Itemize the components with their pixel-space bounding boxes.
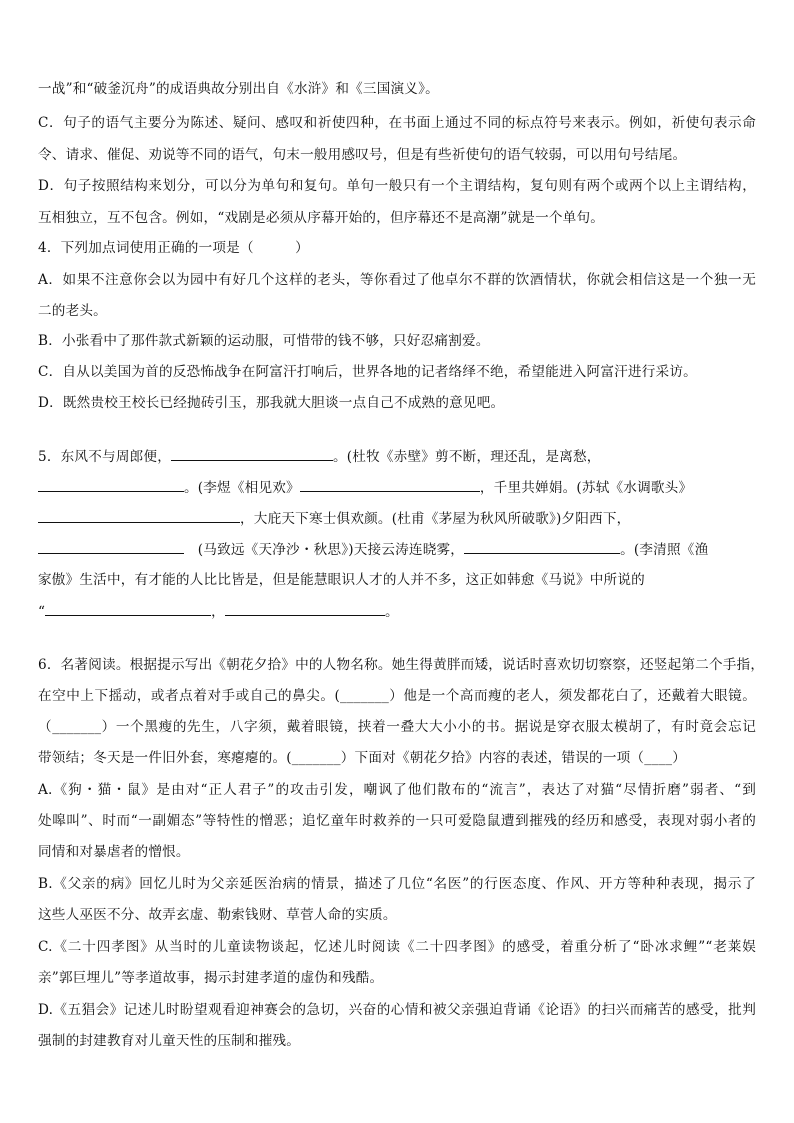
text-segment: 。(杜牧《赤壁》剪不断，理还乱，是离愁， [333, 449, 601, 465]
text-segment: 5．东风不与周郎便， [38, 449, 171, 465]
question-4-title: 4．下列加点词使用正确的一项是（ ） [38, 240, 309, 256]
text-line: 令、请求、催促、劝说等不同的语气，句末一般用感叹号，但是有些祈使句的语气较弱，可以用句号结尾。 [38, 147, 687, 163]
answer-blank[interactable] [38, 540, 184, 554]
question-6-line-2: 在空中上下摇动，或者点着对手或自己的鼻尖。(_______）他是一个高而瘦的老人，须发都花白了，还戴着大眼镜。 [38, 688, 756, 704]
question-5-line-2 [38, 478, 692, 497]
option-b-line: B．小张看中了那件款式新颖的运动服，可惜带的钱不够，只好忍痛割爱。 [38, 333, 490, 349]
option-a-line: A.《狗・猫・鼠》是由对“正人君子”的攻击引发，嘲讽了他们散布的“流言”，表达了对猫“尽情折磨”弱者、“到 [38, 782, 756, 798]
text-segment: 。(李清照《渔 [620, 542, 709, 558]
option-a-line: A．如果不注意你会以为园中有好几个这样的老头，等你看过了他卓尔不群的饮酒情状，你就会相信这是一个独一无 [38, 272, 756, 288]
answer-blank[interactable] [38, 509, 240, 523]
option-d-line: D．句子按照结构来划分，可以分为单句和复句。单句一般只有一个主谓结构，复句则有两个或两个以上主谓结构， [38, 178, 756, 194]
question-5-line-1 [38, 447, 601, 466]
text-segment: (马致远《天净沙・秋思》)天接云涛连晓雾， [184, 542, 465, 558]
question-5-line-5: 家傲》生活中，有才能的人比比皆是，但是能慧眼识人才的人并不多，这正如韩愈《马说》中所说的 [38, 572, 645, 588]
text-segment: “ [38, 604, 46, 620]
text-segment: ， [211, 604, 225, 620]
answer-blank[interactable] [225, 602, 385, 616]
text-segment: ，千里共婵娟。(苏轼《水调歌头》 [479, 480, 693, 496]
option-c-line: C．句子的语气主要分为陈述、疑问、感叹和祈使四种，在书面上通过不同的标点符号来表示。例如，祈使句表示命 [38, 115, 756, 131]
text-line: 互相独立，互不包含。例如，“戏剧是必须从序幕开始的，但序幕还不是高潮”就是一个单句。 [38, 210, 605, 226]
option-d-line: D．既然贵校王校长已经抛砖引玉，那我就大胆谈一点自己不成熟的意见吧。 [38, 395, 505, 411]
text-line: 一战”和“破釜沉舟”的成语典故分别出自《水浒》和《三国演义》。 [38, 81, 439, 97]
option-c-line: C．自从以美国为首的反恐怖战争在阿富汗打响后，世界各地的记者络绎不绝，希望能进入阿富汗进行采访。 [38, 364, 697, 380]
text-segment: 。 [384, 604, 399, 620]
question-6-line-1: 6．名著阅读。根据提示写出《朝花夕拾》中的人物名称。她生得黄胖而矮，说话时喜欢切切察察，还竖起第二个手指， [38, 657, 765, 673]
option-c-line: 亲”郭巨埋儿”等孝道故事，揭示封建孝道的虚伪和残酷。 [38, 970, 384, 986]
answer-blank[interactable] [45, 602, 211, 616]
text-line: 二的老头。 [38, 303, 107, 319]
option-b-line: B.《父亲的病》回忆儿时为父亲延医治病的情景，描述了几位“名医”的行医态度、作风、开方等种种表现，揭示了 [38, 876, 756, 892]
option-a-line: 同情和对暴虐者的憎恨。 [38, 844, 190, 860]
question-5-line-3 [38, 509, 630, 528]
question-6-line-4: 带领结；冬天是一件旧外套，寒瘪瘪的。(_______）下面对《朝花夕拾》内容的表述，错误的一项（____） [38, 750, 687, 766]
answer-blank[interactable] [38, 478, 184, 492]
option-d-line: 强制的封建教育对儿童天性的压制和摧残。 [38, 1033, 301, 1049]
option-c-line: C.《二十四孝图》从当时的儿童读物谈起，忆述儿时阅读《二十四孝图》的感受，着重分析了“卧冰求鲤”“老莱娱 [38, 939, 756, 955]
option-a-line: 处嗥叫”、时而“一副媚态”等特性的憎恶；追忆童年时救养的一只可爱隐鼠遭到摧残的经历和感受，表现对弱小者的 [38, 813, 756, 829]
answer-blank[interactable] [171, 447, 333, 461]
option-d-line: D.《五猖会》记述儿时盼望观看迎神赛会的急切，兴奋的心情和被父亲强迫背诵《论语》的扫兴而痛苦的感受，批判 [38, 1002, 756, 1018]
answer-blank[interactable] [464, 540, 620, 554]
question-6-line-3: （_______）一个黑瘦的先生，八字须，戴着眼镜，挟着一叠大大小小的书。据说是穿衣服太模胡了，有时竟会忘记 [38, 719, 756, 735]
question-5-line-4 [38, 540, 708, 559]
answer-blank[interactable] [300, 478, 480, 492]
question-5-line-6 [38, 602, 399, 621]
text-segment: ，大庇天下寒士俱欢颜。(杜甫《茅屋为秋风所破歌》)夕阳西下， [240, 511, 631, 527]
option-b-line: 这些人巫医不分、故弄玄虚、勒索钱财、草菅人命的实质。 [38, 907, 397, 923]
text-segment: 。(李煜《相见欢》 [184, 480, 300, 496]
